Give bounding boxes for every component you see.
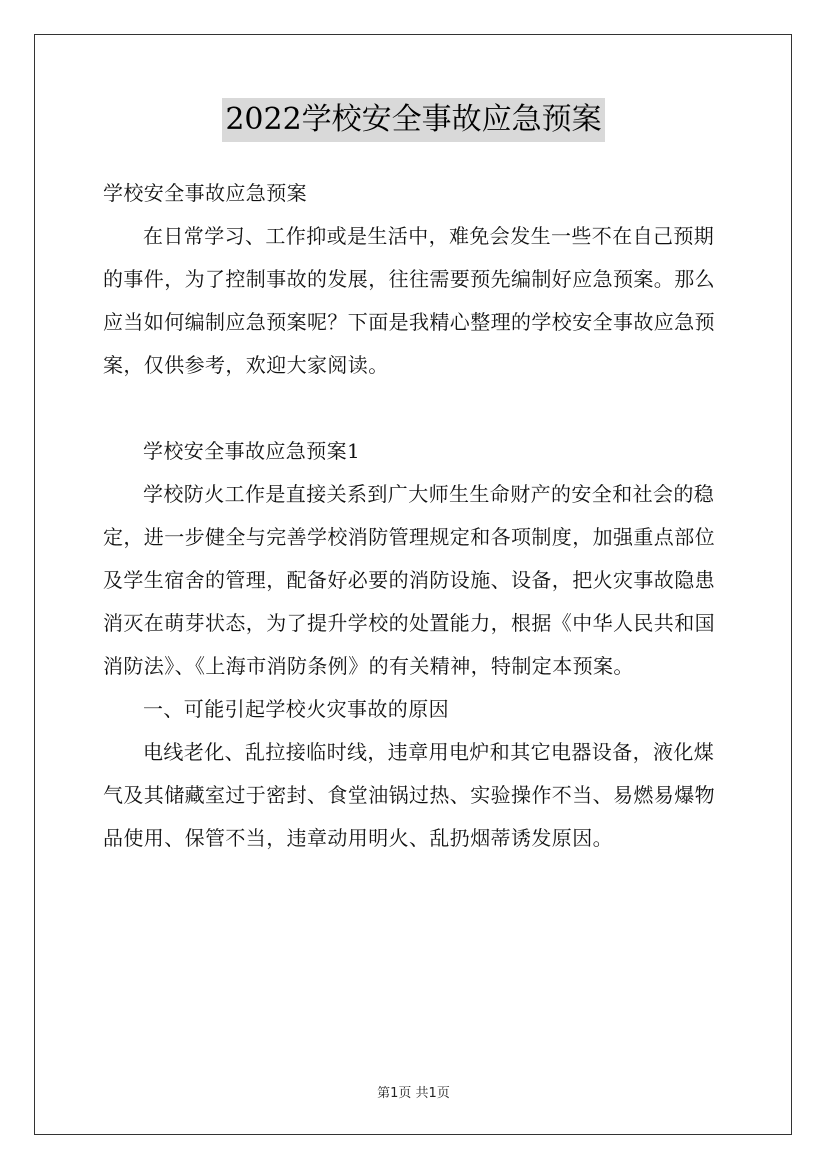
section-heading: 学校安全事故应急预案1 — [143, 439, 361, 463]
section-body-line: 消灭在萌芽状态，为了提升学校的处置能力，根据《中华人民共和国 — [103, 611, 715, 635]
document-title: 2022学校安全事故应急预案 — [222, 98, 604, 142]
subsection-body-line: 电线老化、乱拉接临时线，违章用电炉和其它电器设备，液化煤 — [143, 740, 715, 764]
document-subtitle: 学校安全事故应急预案 — [103, 181, 307, 205]
intro-line: 在日常学习、工作抑或是生活中，难免会发生一些不在自己预期 — [143, 224, 715, 248]
intro-line: 应当如何编制应急预案呢？下面是我精心整理的学校安全事故应急预 — [103, 310, 715, 334]
subsection-heading: 一、可能引起学校火灾事故的原因 — [143, 697, 449, 721]
section-body-line: 及学生宿舍的管理，配备好必要的消防设施、设备，把火灾事故隐患 — [103, 568, 715, 592]
section-body-line: 学校防火工作是直接关系到广大师生生命财产的安全和社会的稳 — [143, 482, 715, 506]
intro-line: 案，仅供参考，欢迎大家阅读。 — [103, 353, 389, 377]
subsection-body-line: 气及其储藏室过于密封、食堂油锅过热、实验操作不当、易燃易爆物 — [103, 783, 715, 807]
section-body-line: 定，进一步健全与完善学校消防管理规定和各项制度，加强重点部位 — [103, 525, 715, 549]
section-body-line: 消防法》、《上海市消防条例》的有关精神，特制定本预案。 — [103, 654, 634, 678]
title-container — [0, 98, 827, 142]
document-body — [103, 172, 725, 860]
subsection-body-line: 品使用、保管不当，违章动用明火、乱扔烟蒂诱发原因。 — [103, 826, 613, 850]
intro-line: 的事件，为了控制事故的发展，往往需要预先编制好应急预案。那么 — [103, 267, 715, 291]
page-footer: 第1页 共1页 — [377, 1086, 450, 1101]
paragraph-spacer — [103, 387, 725, 430]
